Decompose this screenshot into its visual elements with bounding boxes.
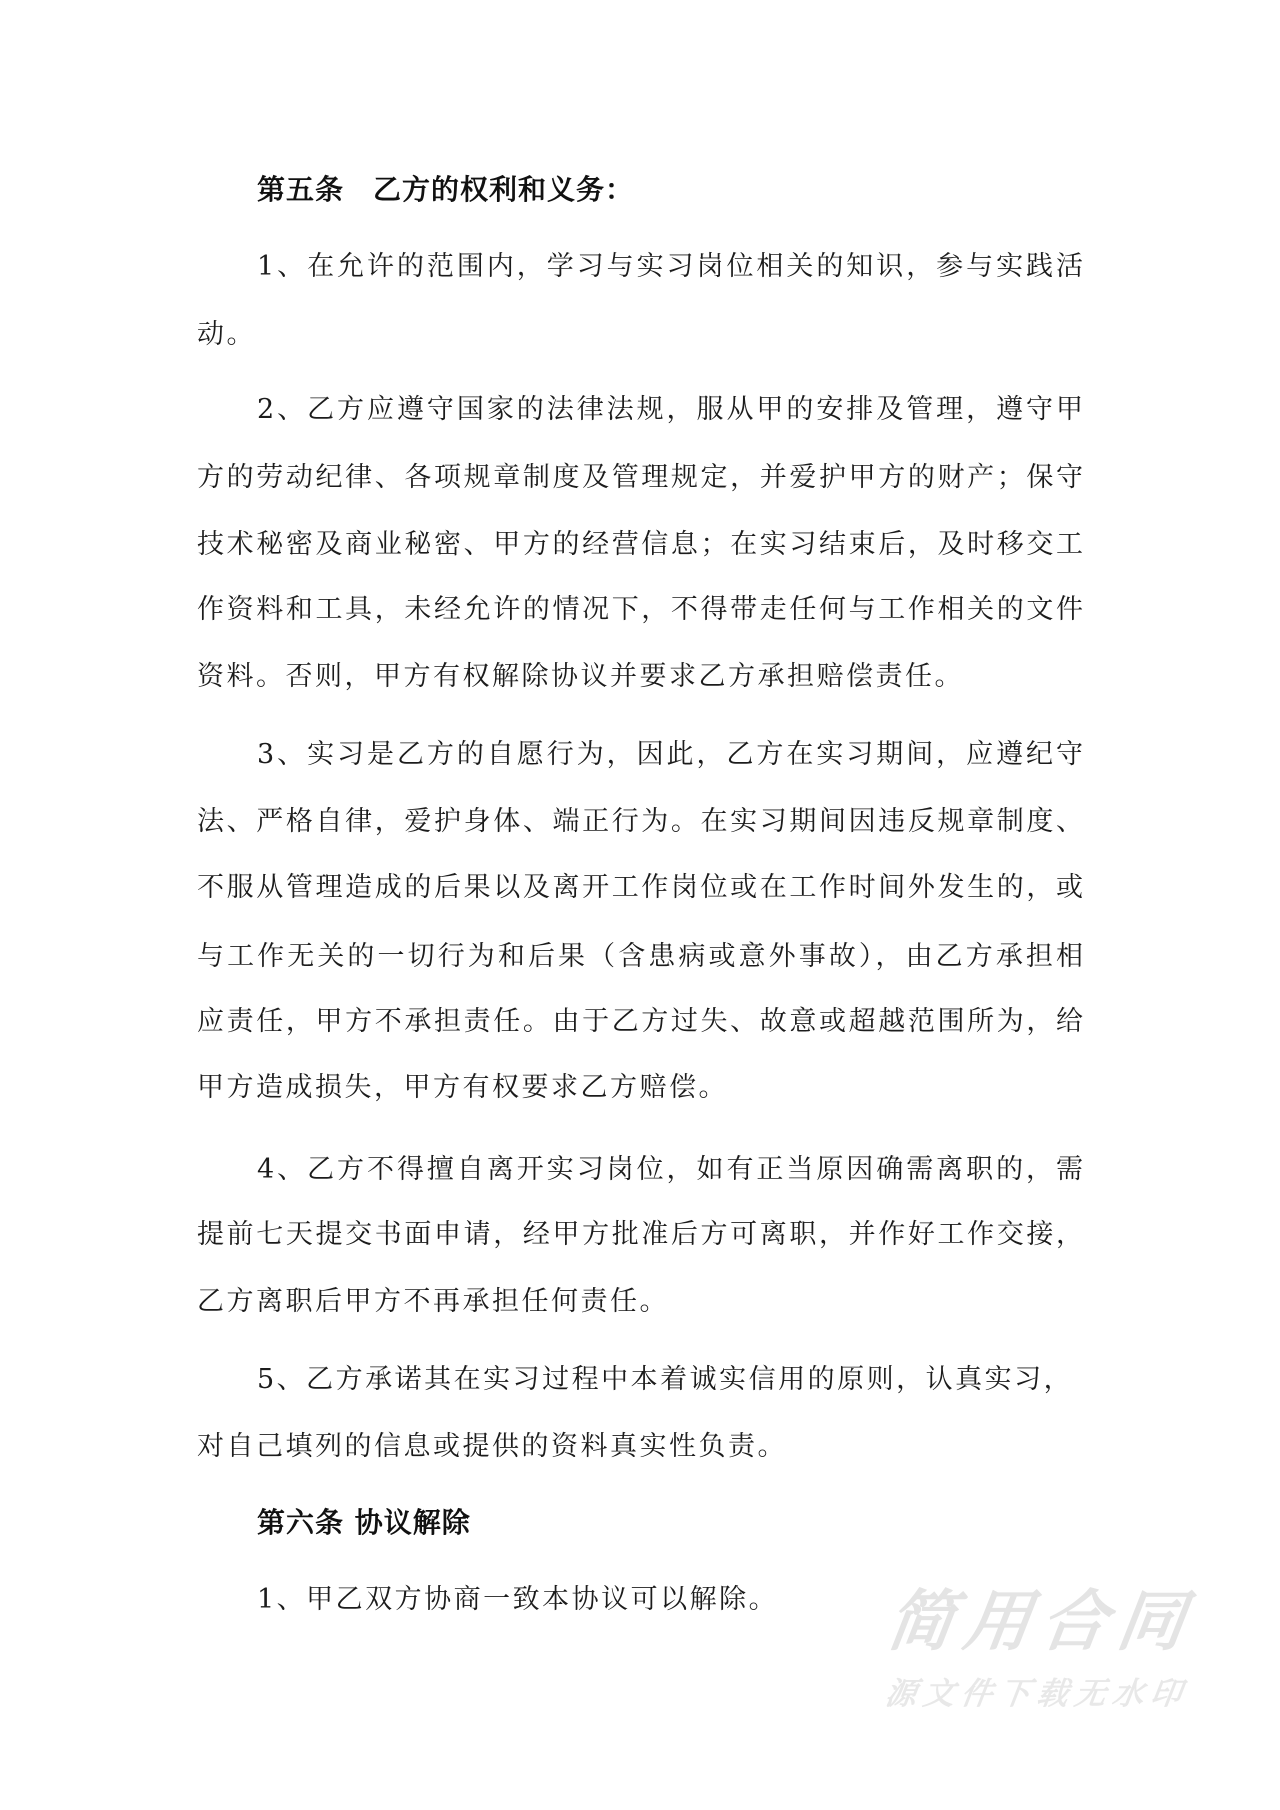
paragraph-2-line-5: 资料。否则，甲方有权解除协议并要求乙方承担赔偿责任。 bbox=[197, 661, 964, 692]
paragraph-5-line-1: 5、乙方承诺其在实习过程中本着诚实信用的原则，认真实习， bbox=[257, 1364, 1074, 1395]
section-6-paragraph-1-line-1: 1、甲乙双方协商一致本协议可以解除。 bbox=[257, 1584, 779, 1615]
paragraph-2-line-3: 技术秘密及商业秘密、甲方的经营信息；在实习结束后，及时移交工 bbox=[197, 529, 1083, 560]
paragraph-4-line-1: 4、乙方不得擅自离开实习岗位，如有正当原因确需离职的，需 bbox=[257, 1154, 1083, 1185]
paragraph-2-line-1: 2、乙方应遵守国家的法律法规，服从甲的安排及管理，遵守甲 bbox=[257, 394, 1083, 425]
paragraph-1-line-1: 1、在允许的范围内，学习与实习岗位相关的知识，参与实践活 bbox=[257, 251, 1083, 282]
paragraph-3-line-4: 与工作无关的一切行为和后果（含患病或意外事故），由乙方承担相 bbox=[197, 941, 1083, 972]
paragraph-2-line-4: 作资料和工具，未经允许的情况下，不得带走任何与工作相关的文件 bbox=[197, 594, 1083, 625]
paragraph-4-line-2: 提前七天提交书面申请，经甲方批准后方可离职，并作好工作交接， bbox=[197, 1219, 1083, 1250]
section-heading-5: 第五条 乙方的权利和义务： bbox=[257, 173, 635, 206]
paragraph-3-line-2: 法、严格自律，爱护身体、端正行为。在实习期间因违反规章制度、 bbox=[197, 806, 1083, 837]
section-heading-6: 第六条 协议解除 bbox=[257, 1506, 471, 1539]
watermark-subtitle: 源文件下载无水印 bbox=[883, 1676, 1185, 1712]
paragraph-1-line-2: 动。 bbox=[197, 319, 256, 350]
watermark-title: 简用合同 bbox=[882, 1583, 1190, 1660]
paragraph-4-line-3: 乙方离职后甲方不再承担任何责任。 bbox=[197, 1286, 669, 1317]
paragraph-3-line-5: 应责任，甲方不承担责任。由于乙方过失、故意或超越范围所为，给 bbox=[197, 1006, 1083, 1037]
paragraph-5-line-2: 对自己填列的信息或提供的资料真实性负责。 bbox=[197, 1431, 787, 1462]
paragraph-2-line-2: 方的劳动纪律、各项规章制度及管理规定，并爱护甲方的财产；保守 bbox=[197, 462, 1083, 493]
paragraph-3-line-1: 3、实习是乙方的自愿行为，因此，乙方在实习期间，应遵纪守 bbox=[257, 739, 1083, 770]
paragraph-3-line-3: 不服从管理造成的后果以及离开工作岗位或在工作时间外发生的，或 bbox=[197, 872, 1083, 903]
paragraph-3-line-6: 甲方造成损失，甲方有权要求乙方赔偿。 bbox=[197, 1072, 728, 1103]
